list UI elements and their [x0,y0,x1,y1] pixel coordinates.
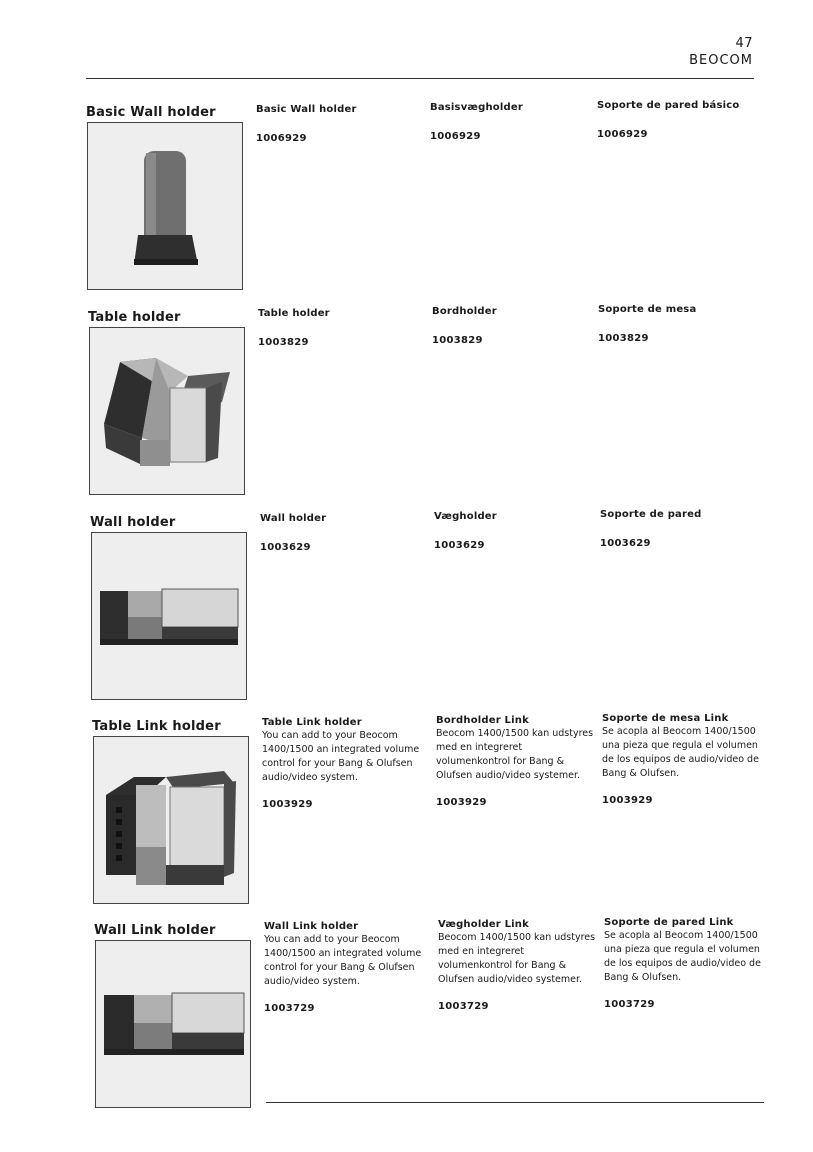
column-spanish [604,917,764,1010]
part-number: 1003729 [604,999,655,1010]
column-title: Bordholder Link [436,715,529,726]
column-title: Soporte de pared [600,509,702,520]
column-title: Soporte de mesa Link [602,713,729,724]
column-title: Wall Link holder [264,921,359,932]
part-number: 1003729 [438,1001,489,1012]
column-english [260,513,420,553]
column-title: Table holder [258,308,330,319]
column-danish [432,306,592,346]
column-title: Vægholder Link [438,919,529,930]
part-number: 1003629 [260,542,311,553]
product-title: Table holder [88,310,181,325]
product-title: Table Link holder [92,719,221,734]
column-spanish [598,304,758,344]
column-title: Soporte de pared Link [604,917,734,928]
column-description: Se acopla al Beocom 1400/1500 una pieza que regula el volumen de los equipos de audio/video de Bang & Olufsen. [602,726,759,779]
part-number: 1003929 [602,795,653,806]
product-photo [95,940,251,1108]
column-description: Beocom 1400/1500 kan udstyres med en integreret volumenkontrol for Bang & Olufsen audio/video systemer. [436,728,594,781]
column-english [264,921,424,1014]
product-photo [93,736,249,904]
column-title: Basic Wall holder [256,104,357,115]
column-english [262,717,422,810]
part-number: 1003929 [262,799,313,810]
column-description: You can add to your Beocom 1400/1500 an integrated volume control for your Bang & Olufsen audio/video system. [262,730,420,783]
part-number: 1003629 [600,538,651,549]
column-title: Soporte de mesa [598,304,697,315]
product-title: Basic Wall holder [86,105,216,120]
part-number: 1003729 [264,1003,315,1014]
product-title: Wall Link holder [94,923,216,938]
product-photo [91,532,247,700]
column-spanish [600,509,760,549]
column-danish [438,919,598,1012]
part-number: 1006929 [597,129,648,140]
part-number: 1006929 [430,131,481,142]
bottom-divider [266,1102,764,1103]
column-danish [434,511,594,551]
column-danish [436,715,596,808]
column-title: Wall holder [260,513,327,524]
section-title: BEOCOM [689,53,753,68]
part-number: 1003829 [432,335,483,346]
product-photo [89,327,245,495]
column-title: Soporte de pared básico [597,100,740,111]
column-title: Vægholder [434,511,497,522]
part-number: 1006929 [256,133,307,144]
column-description: You can add to your Beocom 1400/1500 an integrated volume control for your Bang & Olufsen audio/video system. [264,934,422,987]
column-title: Basisvægholder [430,102,523,113]
product-title: Wall holder [90,515,176,530]
column-description: Beocom 1400/1500 kan udstyres med en integreret volumenkontrol for Bang & Olufsen audio/video systemer. [438,932,596,985]
column-description: Se acopla al Beocom 1400/1500 una pieza que regula el volumen de los equipos de audio/video de Bang & Olufsen. [604,930,761,983]
part-number: 1003829 [598,333,649,344]
column-title: Table Link holder [262,717,362,728]
column-title: Bordholder [432,306,497,317]
part-number: 1003929 [436,797,487,808]
column-english [258,308,418,348]
column-spanish [602,713,762,806]
page-number: 47 [735,36,753,51]
part-number: 1003629 [434,540,485,551]
part-number: 1003829 [258,337,309,348]
